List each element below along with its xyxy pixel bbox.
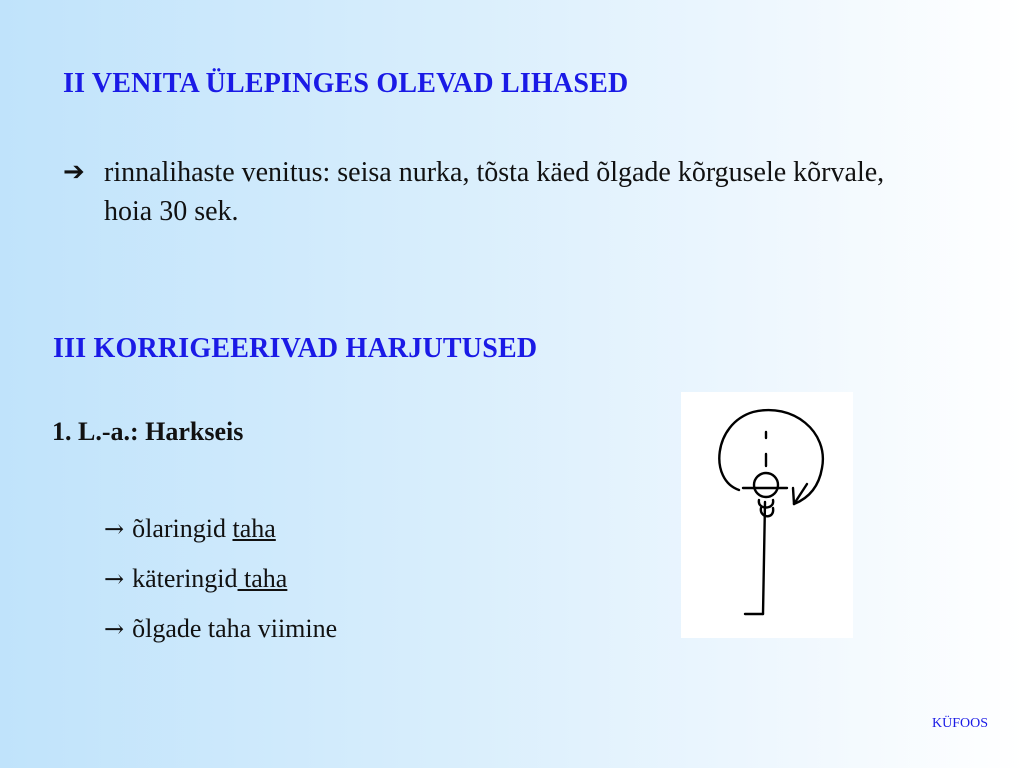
step-text: käteringid xyxy=(132,564,238,593)
arrow-icon: → xyxy=(104,515,125,543)
step-underlined-text: taha xyxy=(237,564,288,593)
list-item xyxy=(104,604,337,654)
footer-label: KÜFOOS xyxy=(931,716,988,731)
section-2-heading: II VENITA ÜLEPINGES OLEVAD LIHASED xyxy=(63,68,629,99)
list-item xyxy=(104,504,337,554)
step-text: õlgade taha viimine xyxy=(132,614,338,643)
stretch-bullet xyxy=(63,153,923,231)
exercise-title: 1. L.-a.: Harkseis xyxy=(52,417,244,446)
exercise-figure xyxy=(681,392,853,638)
stick-figure-arm-circle-icon xyxy=(681,392,853,638)
arrow-icon: → xyxy=(104,565,125,593)
stretch-bullet-text: rinnalihaste venitus: seisa nurka, tõsta käed õlgade kõrgusele kõrvale, hoia 30 sek. xyxy=(104,157,885,227)
arrow-icon: → xyxy=(104,615,125,643)
right-arrow-icon: ➔ xyxy=(63,157,85,187)
exercise-steps xyxy=(104,504,337,654)
step-text: õlaringid xyxy=(132,514,233,543)
step-underlined-text: taha xyxy=(232,514,276,543)
list-item xyxy=(104,554,337,604)
section-3-heading: III KORRIGEERIVAD HARJUTUSED xyxy=(53,333,538,364)
